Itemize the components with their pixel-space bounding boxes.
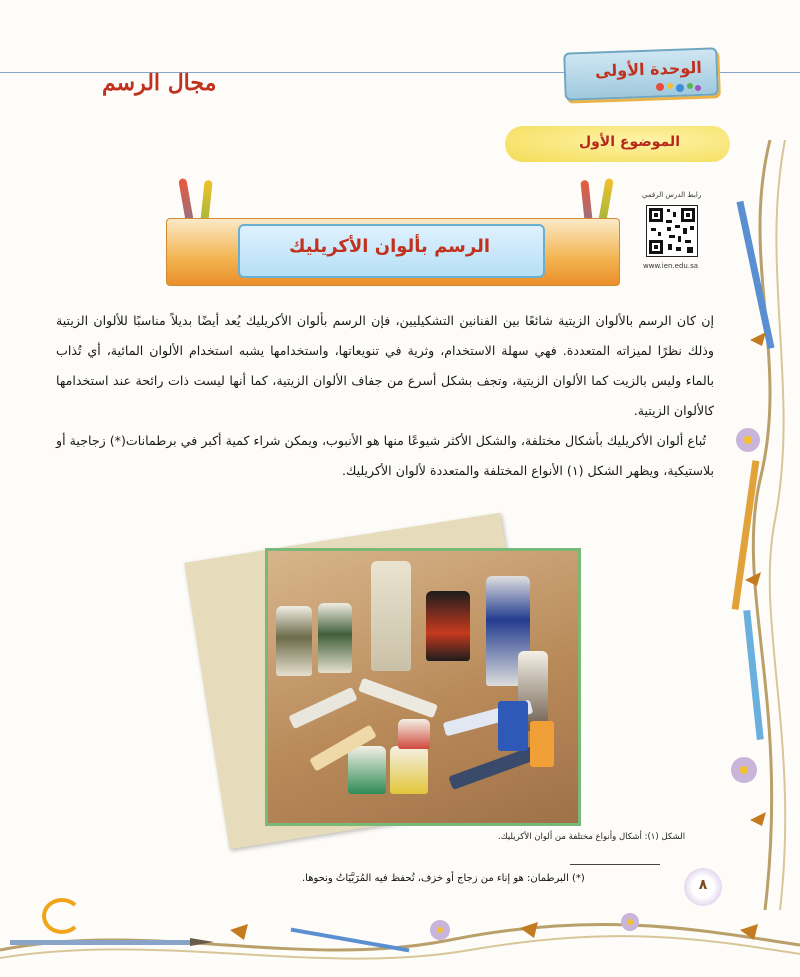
lesson-paragraph: تُباع ألوان الأكريليك بأشكال مختلفة، والشكل الأكثر شيوعًا منها هو الأنبوب، ويمكن شراء كمية أكبر في برطمانات(*) زجاجية أو بلاستيكية، ويظهر الشكل (١) الأنواع المختلفة والمتعددة لألوان الأكريليك. xyxy=(56,433,714,478)
qr-url[interactable]: www.ien.edu.sa xyxy=(643,262,699,270)
paint-splash-icon xyxy=(654,80,704,94)
floral-border-icon xyxy=(730,140,800,910)
topic-label: الموضوع الأول xyxy=(578,134,680,150)
qr-label: رابط الدرس الرقمي xyxy=(642,191,702,199)
acrylic-paints-photo xyxy=(265,548,581,826)
footnote: (*) البرطمان: هو إناء من زجاج أو خزف، تُحفظ فيه المُرَبَّيَاتُ ونحوها. xyxy=(302,873,585,884)
domain-title: مجال الرسم xyxy=(102,70,217,96)
qr-code-icon[interactable] xyxy=(646,205,698,257)
lesson-paragraph: إن كان الرسم بالألوان الزيتية شائعًا بين الفنانين التشكيليين، فإن الرسم بألوان الأكريليك يُعد أيضًا بديلاً مناسبًا للألوان الزيتية وذلك نظرًا لميزاته المتعددة. فهي سهلة الاستخدام، وثرية في تنويعاتها، واستخدامها يشبه استخدام الألوان المائية، أي تُذاب بالماء وليس بالزيت كما الألوان الزيتية، وتجف بشكل أسرع من جفاف الألوان الزيتية، كما أنها ليست ذات رائحة عند استخدامها كالألوان الزيتية. xyxy=(56,313,714,418)
bottom-border-icon xyxy=(0,910,800,977)
page-number: ٨ xyxy=(698,877,708,893)
lesson-title: الرسم بألوان الأكريليك xyxy=(288,236,491,257)
footnote-rule xyxy=(570,864,660,865)
page-number-badge xyxy=(684,868,722,906)
figure-caption: الشكل (١): أشكال وأنواع مختلفة من ألوان الأكريليك. xyxy=(498,832,686,842)
unit-label: الوحدة الأولى xyxy=(594,57,703,81)
topic-pill xyxy=(505,126,730,162)
lesson-body xyxy=(56,306,714,486)
